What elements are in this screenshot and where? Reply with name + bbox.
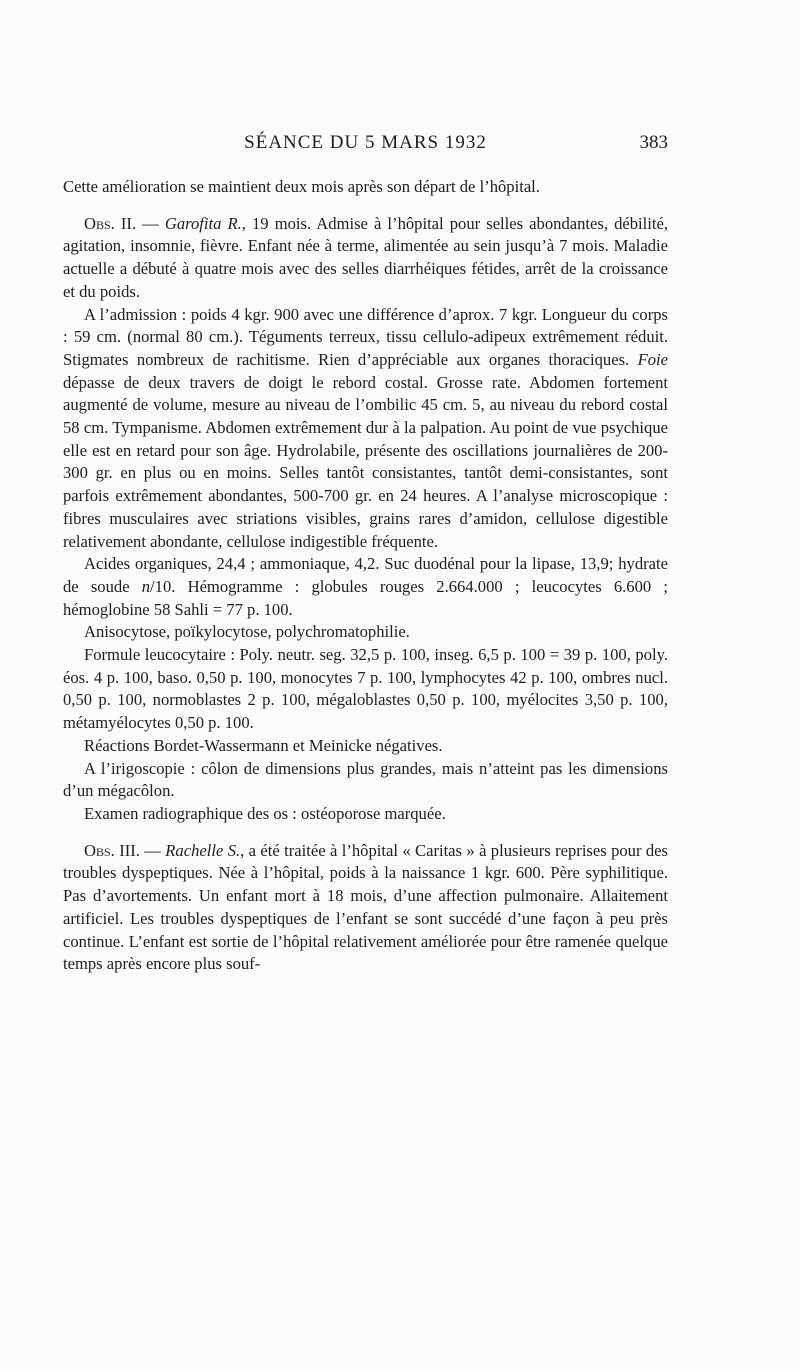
irrigoscopy-paragraph: A l’irigoscopie : côlon de dimensions plus grandes, mais n’atteint pas les dimensions d’un mégacôlon.	[63, 758, 668, 801]
admission-paragraph	[63, 304, 668, 554]
emphasis-text: Foie	[637, 349, 668, 369]
paragraph-text: A l’admission : poids 4 kgr. 900 avec une différence d’aprox. 7 kgr. Longueur du corps : 59 cm. (normal 80 cm.). Téguments terreux, tissu cellulo-adipeux extrêmement réduit. Stigmates nombreux de rachitisme. Rien d’appréciable aux organes thoraciques.	[63, 304, 668, 369]
observation-label: Obs. III. —	[84, 840, 166, 860]
page-header	[63, 132, 668, 162]
emphasis-text: n	[141, 576, 151, 596]
observation-label: Obs. II. —	[84, 213, 165, 233]
lab-results-paragraph	[63, 553, 668, 621]
paragraph-continuation: Cette amélioration se maintient deux mois après son départ de l’hôpital.	[63, 177, 540, 196]
observation-text: , 19 mois. Admise à l’hôpital pour selles abondantes, débilité, agitation, insomnie, fièvre. Enfant née à terme, alimentée au sein jusqu’à 7 mois. Maladie actuelle a débuté à quatre mois avec des selles diarrhéiques fétides, arrêt de la croissance et du poids.	[63, 213, 668, 301]
blood-morphology-paragraph: Anisocytose, poïkylocytose, polychromatophilie.	[84, 622, 410, 642]
paragraph-text: /10. Hémogramme : globules rouges 2.664.000 ; leucocytes 6.600 ; hémoglobine 58 Sahli = 77 p. 100.	[63, 576, 668, 619]
observation-3-paragraph	[63, 840, 668, 976]
body-text	[63, 176, 668, 976]
patient-name: Garofita R.	[164, 213, 242, 233]
observation-text: , a été traitée à l’hôpital « Caritas » à plusieurs reprises pour des troubles dyspeptiques. Née à l’hôpital, poids à la naissance 1 kgr. 600. Père syphilitique. Pas d’avortements. Un enfant mort à 18 mois, d’une affection pulmonaire. Allaitement artificiel. Les troubles dyspeptiques de l’enfant se sont succédé d’une façon à peu près continue. L’enfant est sortie de l’hôpital relativement améliorée pour être ramenée quelque temps après encore plus souf-	[63, 840, 669, 974]
radiography-paragraph: Examen radiographique des os : ostéoporose marquée.	[84, 803, 446, 823]
paragraph-text: Acides organiques, 24,4 ; ammoniaque, 4,2. Suc duodénal pour la lipase, 13,9; hydrate de soude	[63, 554, 668, 596]
observation-2-paragraph	[63, 213, 668, 304]
serology-paragraph: Réactions Bordet-Wassermann et Meinicke négatives.	[84, 735, 443, 755]
page-number: 383	[639, 132, 668, 153]
paragraph-text: dépasse de deux travers de doigt le rebord costal. Grosse rate. Abdomen fortement augmenté de volume, mesure au niveau de l’ombilic 45 cm. 5, au niveau du rebord costal 58 cm. Tympanisme. Abdomen extrêmement dur à la palpation. Au point de vue psychique elle est en retard pour son âge. Hydrolabile, présente des oscillations journalières de 200-300 gr. en plus ou en moins. Selles tantôt consistantes, tantôt demi-consistantes, sont parfois extrêmement abondantes, 500-700 gr. en 24 heures. A l’analyse microscopique : fibres musculaires avec striations visibles, grains rares d’amidon, cellulose digestible relativement abondante, cellulose indigestible fréquente.	[63, 372, 668, 551]
running-head: SÉANCE DU 5 MARS 1932	[244, 132, 487, 153]
leukocyte-formula-paragraph: Formule leucocytaire : Poly. neutr. seg. 32,5 p. 100, inseg. 6,5 p. 100 = 39 p. 100, poly. éos. 4 p. 100, baso. 0,50 p. 100, monocytes 7 p. 100, lymphocytes 42 p. 100, ombres nucl. 0,50 p. 100, normoblastes 2 p. 100, mégaloblastes 0,50 p. 100, myélocites 3,50 p. 100, métamyélocytes 0,50 p. 100.	[63, 645, 668, 733]
patient-name: Rachelle S.	[165, 840, 241, 860]
